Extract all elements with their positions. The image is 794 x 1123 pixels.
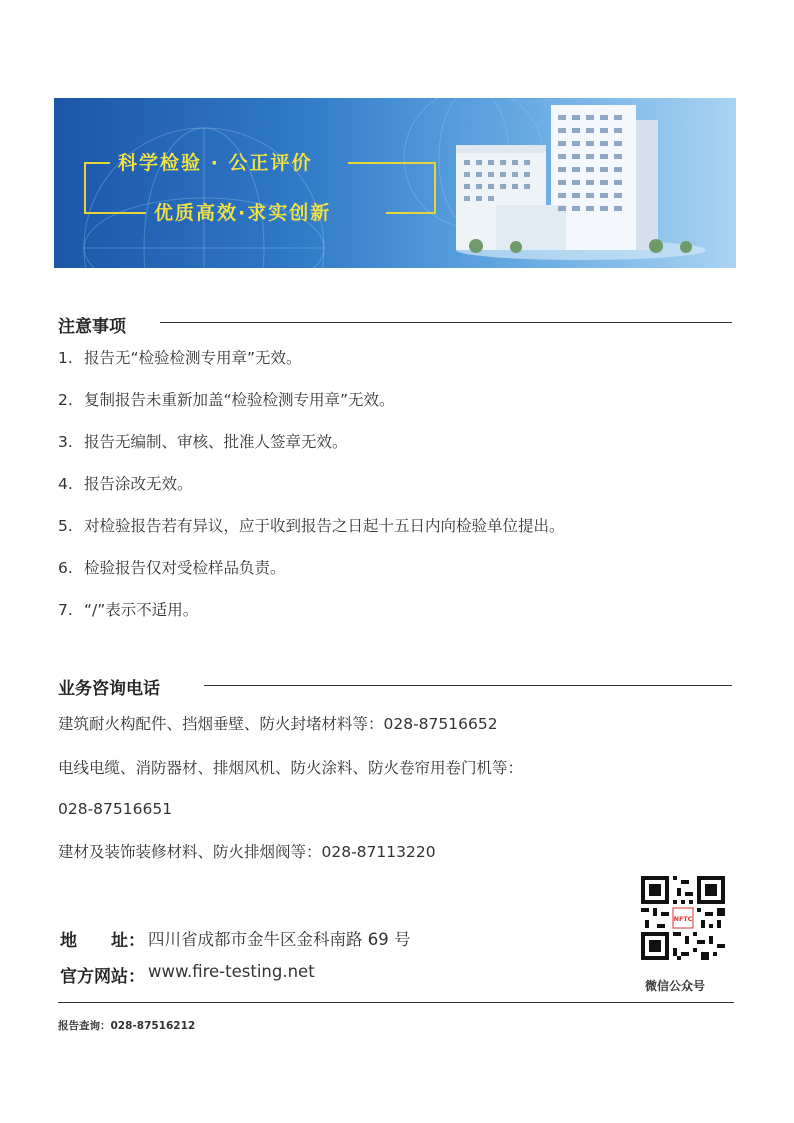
list-item: 2. 复制报告未重新加盖“检验检测专用章”无效。 [58, 391, 395, 409]
list-item: 1. 报告无“检验检测专用章”无效。 [58, 349, 302, 367]
frame-right-vertical [434, 162, 436, 214]
notes-title: 注意事项 [58, 317, 126, 337]
website-label: 官方网站： [60, 967, 145, 987]
footer-divider [58, 1002, 734, 1003]
contact-line-2: 电线电缆、消防器材、排烟风机、防火涂料、防火卷帘用卷门机等： [58, 759, 524, 777]
website-value[interactable]: www.fire-testing.net [148, 962, 315, 981]
notes-title-rule [160, 322, 732, 323]
frame-top-right [348, 162, 434, 164]
contact-title: 业务咨询电话 [58, 679, 160, 699]
list-item: 7. “/”表示不适用。 [58, 601, 199, 619]
frame-left-vertical [84, 162, 86, 214]
list-item: 6. 检验报告仅对受检样品负责。 [58, 559, 286, 577]
list-item: 5. 对检验报告若有异议，应于收到报告之日起十五日内向检验单位提出。 [58, 517, 565, 535]
frame-bottom-left [84, 212, 146, 214]
slogan-line-2: 优质高效·求实创新 [154, 202, 332, 224]
qr-code-icon [641, 876, 725, 960]
building-illustration-icon [456, 100, 706, 260]
header-banner [54, 98, 736, 268]
list-item: 3. 报告无编制、审核、批准人签章无效。 [58, 433, 348, 451]
slogan-line-1: 科学检验 · 公正评价 [118, 152, 313, 174]
frame-top-left [84, 162, 110, 164]
footer-report-query: 报告查询：028-87516212 [58, 1020, 196, 1032]
list-item: 4. 报告涂改无效。 [58, 475, 193, 493]
frame-bottom-right [386, 212, 436, 214]
contact-line-4: 建材及装饰装修材料、防火排烟阀等：028-87113220 [58, 843, 436, 861]
address-value: 四川省成都市金牛区金科南路 69 号 [148, 930, 411, 949]
contact-line-3: 028-87516651 [58, 800, 173, 818]
contact-title-rule [204, 685, 732, 686]
qr-logo-text: NFTC [673, 914, 693, 923]
address-label: 地 址： [60, 931, 145, 951]
notes-list [58, 346, 565, 640]
qr-caption: 微信公众号 [645, 979, 706, 993]
contact-line-1: 建筑耐火构配件、挡烟垂壁、防火封堵材料等：028-87516652 [58, 715, 498, 733]
